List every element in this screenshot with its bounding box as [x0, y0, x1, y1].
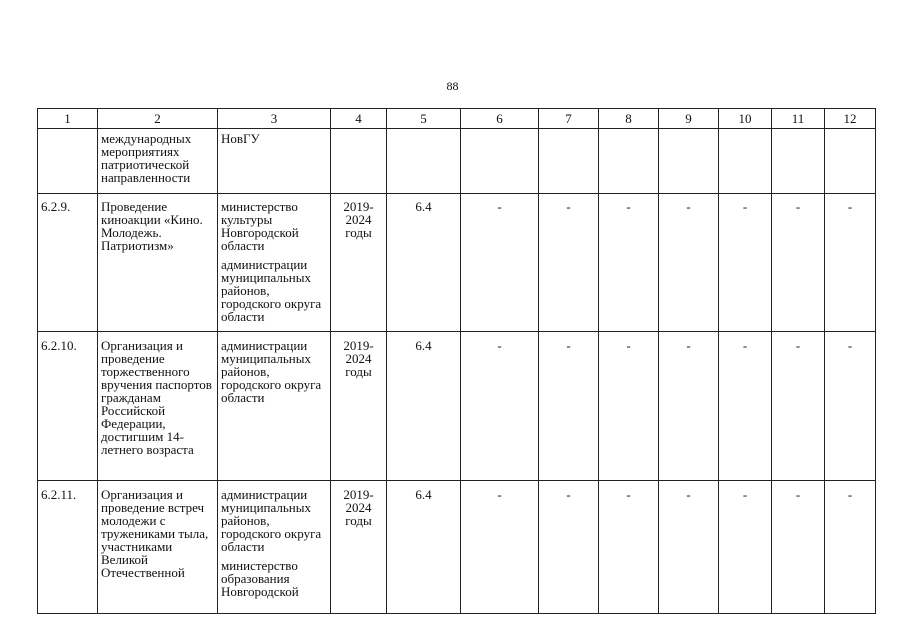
period: 2019-2024 годы [331, 332, 387, 481]
funding-value: - [825, 332, 876, 481]
funding-value: - [719, 481, 772, 614]
table-row [38, 481, 876, 614]
column-header: 10 [719, 109, 772, 129]
item-number: 6.2.10. [38, 332, 98, 481]
executor: администрации муниципальных районов, городского округа области [221, 338, 322, 405]
executors-cell [218, 481, 331, 614]
period: 2019-2024 годы [331, 194, 387, 332]
funding-value: - [461, 332, 539, 481]
target-indicator: 6.4 [387, 481, 461, 614]
table-row [38, 332, 876, 481]
table-row [38, 194, 876, 332]
funding-value: - [719, 194, 772, 332]
funding-value: - [659, 194, 719, 332]
activity-name: Проведение киноакции «Кино. Молодежь. Патриотизм» [98, 194, 218, 332]
funding-value: - [659, 481, 719, 614]
column-header: 6 [461, 109, 539, 129]
column-header: 11 [772, 109, 825, 129]
column-header: 2 [98, 109, 218, 129]
activity-name: международных мероприятиях патриотической направленности [98, 129, 218, 194]
item-number: 6.2.9. [38, 194, 98, 332]
column-header: 7 [539, 109, 599, 129]
executors-cell [218, 332, 331, 481]
column-header: 12 [825, 109, 876, 129]
page-number: 88 [446, 79, 459, 93]
funding-value: - [599, 332, 659, 481]
table-row [38, 129, 876, 194]
executor: администрации муниципальных районов, городского округа области [221, 487, 322, 554]
column-header: 5 [387, 109, 461, 129]
executors-cell [218, 194, 331, 332]
funding-value: - [461, 194, 539, 332]
funding-value [772, 129, 825, 194]
program-activities-table [37, 108, 876, 614]
funding-value: - [599, 194, 659, 332]
funding-value: - [539, 481, 599, 614]
funding-value: - [539, 332, 599, 481]
funding-value [659, 129, 719, 194]
funding-value: - [825, 481, 876, 614]
column-header: 1 [38, 109, 98, 129]
column-header: 4 [331, 109, 387, 129]
executor: администрации муниципальных районов, городского округа области [221, 257, 322, 324]
funding-value: - [599, 481, 659, 614]
funding-value: - [772, 481, 825, 614]
activity-name: Организация и проведение торжественного вручения паспортов гражданам Российской Федерации, достигшим 14-летнего возраста [98, 332, 218, 481]
funding-value: - [719, 332, 772, 481]
table-header-row [38, 109, 876, 129]
funding-value: - [461, 481, 539, 614]
executor: министерство культуры Новгородской области [221, 199, 299, 253]
executors-cell [218, 129, 331, 194]
executor: министерство образования Новгородской [221, 558, 299, 599]
funding-value: - [772, 194, 825, 332]
funding-value [461, 129, 539, 194]
executor: НовГУ [221, 131, 260, 146]
column-header: 8 [599, 109, 659, 129]
funding-value: - [539, 194, 599, 332]
period: 2019-2024 годы [331, 481, 387, 614]
funding-value: - [825, 194, 876, 332]
target-indicator [387, 129, 461, 194]
target-indicator: 6.4 [387, 332, 461, 481]
period [331, 129, 387, 194]
funding-value: - [772, 332, 825, 481]
activity-name: Организация и проведение встреч молодежи с тружениками тыла, участниками Великой Отечественной [98, 481, 218, 614]
column-header: 9 [659, 109, 719, 129]
column-header: 3 [218, 109, 331, 129]
funding-value: - [659, 332, 719, 481]
funding-value [599, 129, 659, 194]
item-number [38, 129, 98, 194]
target-indicator: 6.4 [387, 194, 461, 332]
funding-value [539, 129, 599, 194]
funding-value [719, 129, 772, 194]
funding-value [825, 129, 876, 194]
item-number: 6.2.11. [38, 481, 98, 614]
